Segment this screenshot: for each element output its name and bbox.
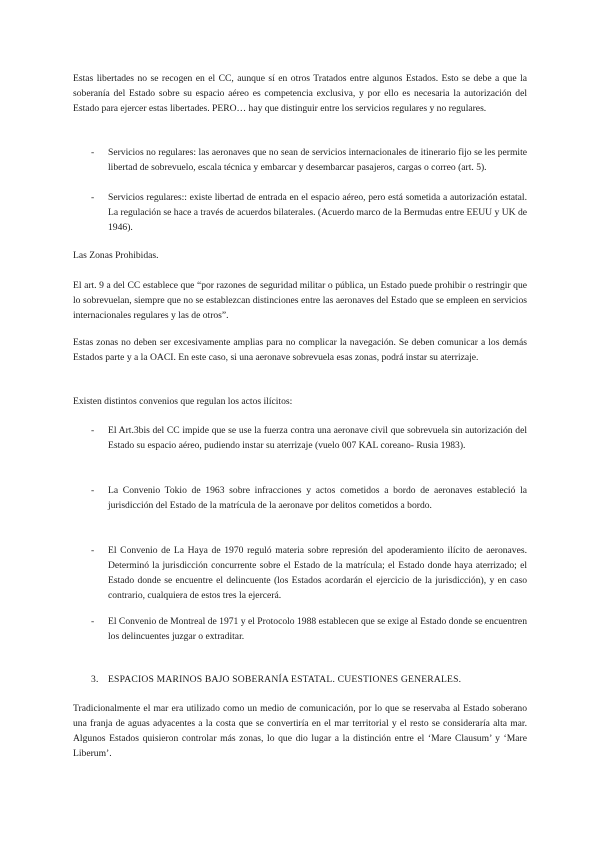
subheading-zonas-prohibidas: Las Zonas Prohibidas.	[73, 250, 159, 261]
list-item-text: El Convenio de La Haya de 1970 reguló materia sobre represión del apoderamiento ilícito de aeronaves. Determinó la jurisdicción concurrente sobre el Estado de la matrícula; el Estado donde haya aterrizado; el Estado donde se encuentre el delincuente (los Estados acordarán el ejercicio de la jurisdicción), y en caso contrario, cualquiera de estos tres la ejercerá.	[108, 545, 527, 601]
list-item	[91, 190, 527, 235]
list-dash: -	[91, 545, 95, 556]
list-dash: -	[91, 485, 95, 496]
list-dash: -	[91, 616, 95, 627]
list-item	[91, 543, 527, 603]
list-dash: -	[91, 425, 95, 436]
section-number: 3.	[91, 674, 99, 685]
list-item	[91, 614, 527, 644]
paragraph-art9: El art. 9 a del CC establece que “por razones de seguridad militar o pública, un Estado puede prohibir o restringir que lo sobrevuelan, siempre que no se establezcan distinciones entre las aeronaves del Estado que se empleen en servicios internacionales regulares y las de otros”.	[73, 280, 527, 321]
list-item	[91, 483, 527, 513]
list-item	[91, 145, 527, 175]
paragraph-mar: Tradicionalmente el mar era utilizado como un medio de comunicación, por lo que se reservaba al Estado soberano una franja de aguas adyacentes a la costa que se convertiría en el mar territorial y el resto se consideraría alta mar. Algunos Estados quisieron controlar más zonas, lo que dio lugar a la distinción entre el ‘Mare Clausum’ y ‘Mare Liberum’.	[73, 703, 527, 759]
list-item-text: El Art.3bis del CC impide que se use la fuerza contra una aeronave civil que sobrevuela sin autorización del Estado su espacio aéreo, pudiendo instar su aterrizaje (vuelo 007 KAL coreano- Rusia 1983).	[108, 425, 527, 451]
paragraph-convenios: Existen distintos convenios que regulan los actos ilícitos:	[73, 396, 293, 407]
list-dash: -	[91, 192, 95, 203]
section-title: ESPACIOS MARINOS BAJO SOBERANÍA ESTATAL. CUESTIONES GENERALES.	[108, 674, 462, 685]
list-item-text: El Convenio de Montreal de 1971 y el Protocolo 1988 establecen que se exige al Estado donde se encuentren los delincuentes juzgar o extraditar.	[108, 616, 527, 642]
paragraph-libertades: Estas libertades no se recogen en el CC, aunque sí en otros Tratados entre algunos Estados. Esto se debe a que la soberanía del Estado sobre su espacio aéreo es competencia exclusiva, y por ello es necesaria la autorización del Estado para ejercer estas libertades. PERO… hay que distinguir entre los servicios regulares y no regulares.	[73, 73, 527, 114]
list-item	[91, 423, 527, 453]
list-item-text: Servicios no regulares: las aeronaves que no sean de servicios internacionales de itinerario fijo se les permite libertad de sobrevuelo, escala técnica y embarcar y desembarcar pasajeros, cargas o correo (art. 5).	[108, 147, 527, 173]
list-dash: -	[91, 147, 95, 158]
section-heading	[91, 672, 527, 687]
paragraph-zonas: Estas zonas no deben ser excesivamente amplias para no complicar la navegación. Se deben comunicar a los demás Estados parte y a la OACI. En este caso, si una aeronave sobrevuela esas zonas, podrá instar su aterrizaje.	[73, 337, 527, 363]
list-item-text: La Convenio Tokio de 1963 sobre infracciones y actos cometidos a bordo de aeronaves estableció la jurisdicción del Estado de la matrícula de la aeronave por delitos cometidos a bordo.	[108, 485, 527, 511]
list-item-text: Servicios regulares:: existe libertad de entrada en el espacio aéreo, pero está sometida a autorización estatal. La regulación se hace a través de acuerdos bilaterales. (Acuerdo marco de la Bermudas entre EEUU y UK de 1946).	[108, 192, 528, 233]
